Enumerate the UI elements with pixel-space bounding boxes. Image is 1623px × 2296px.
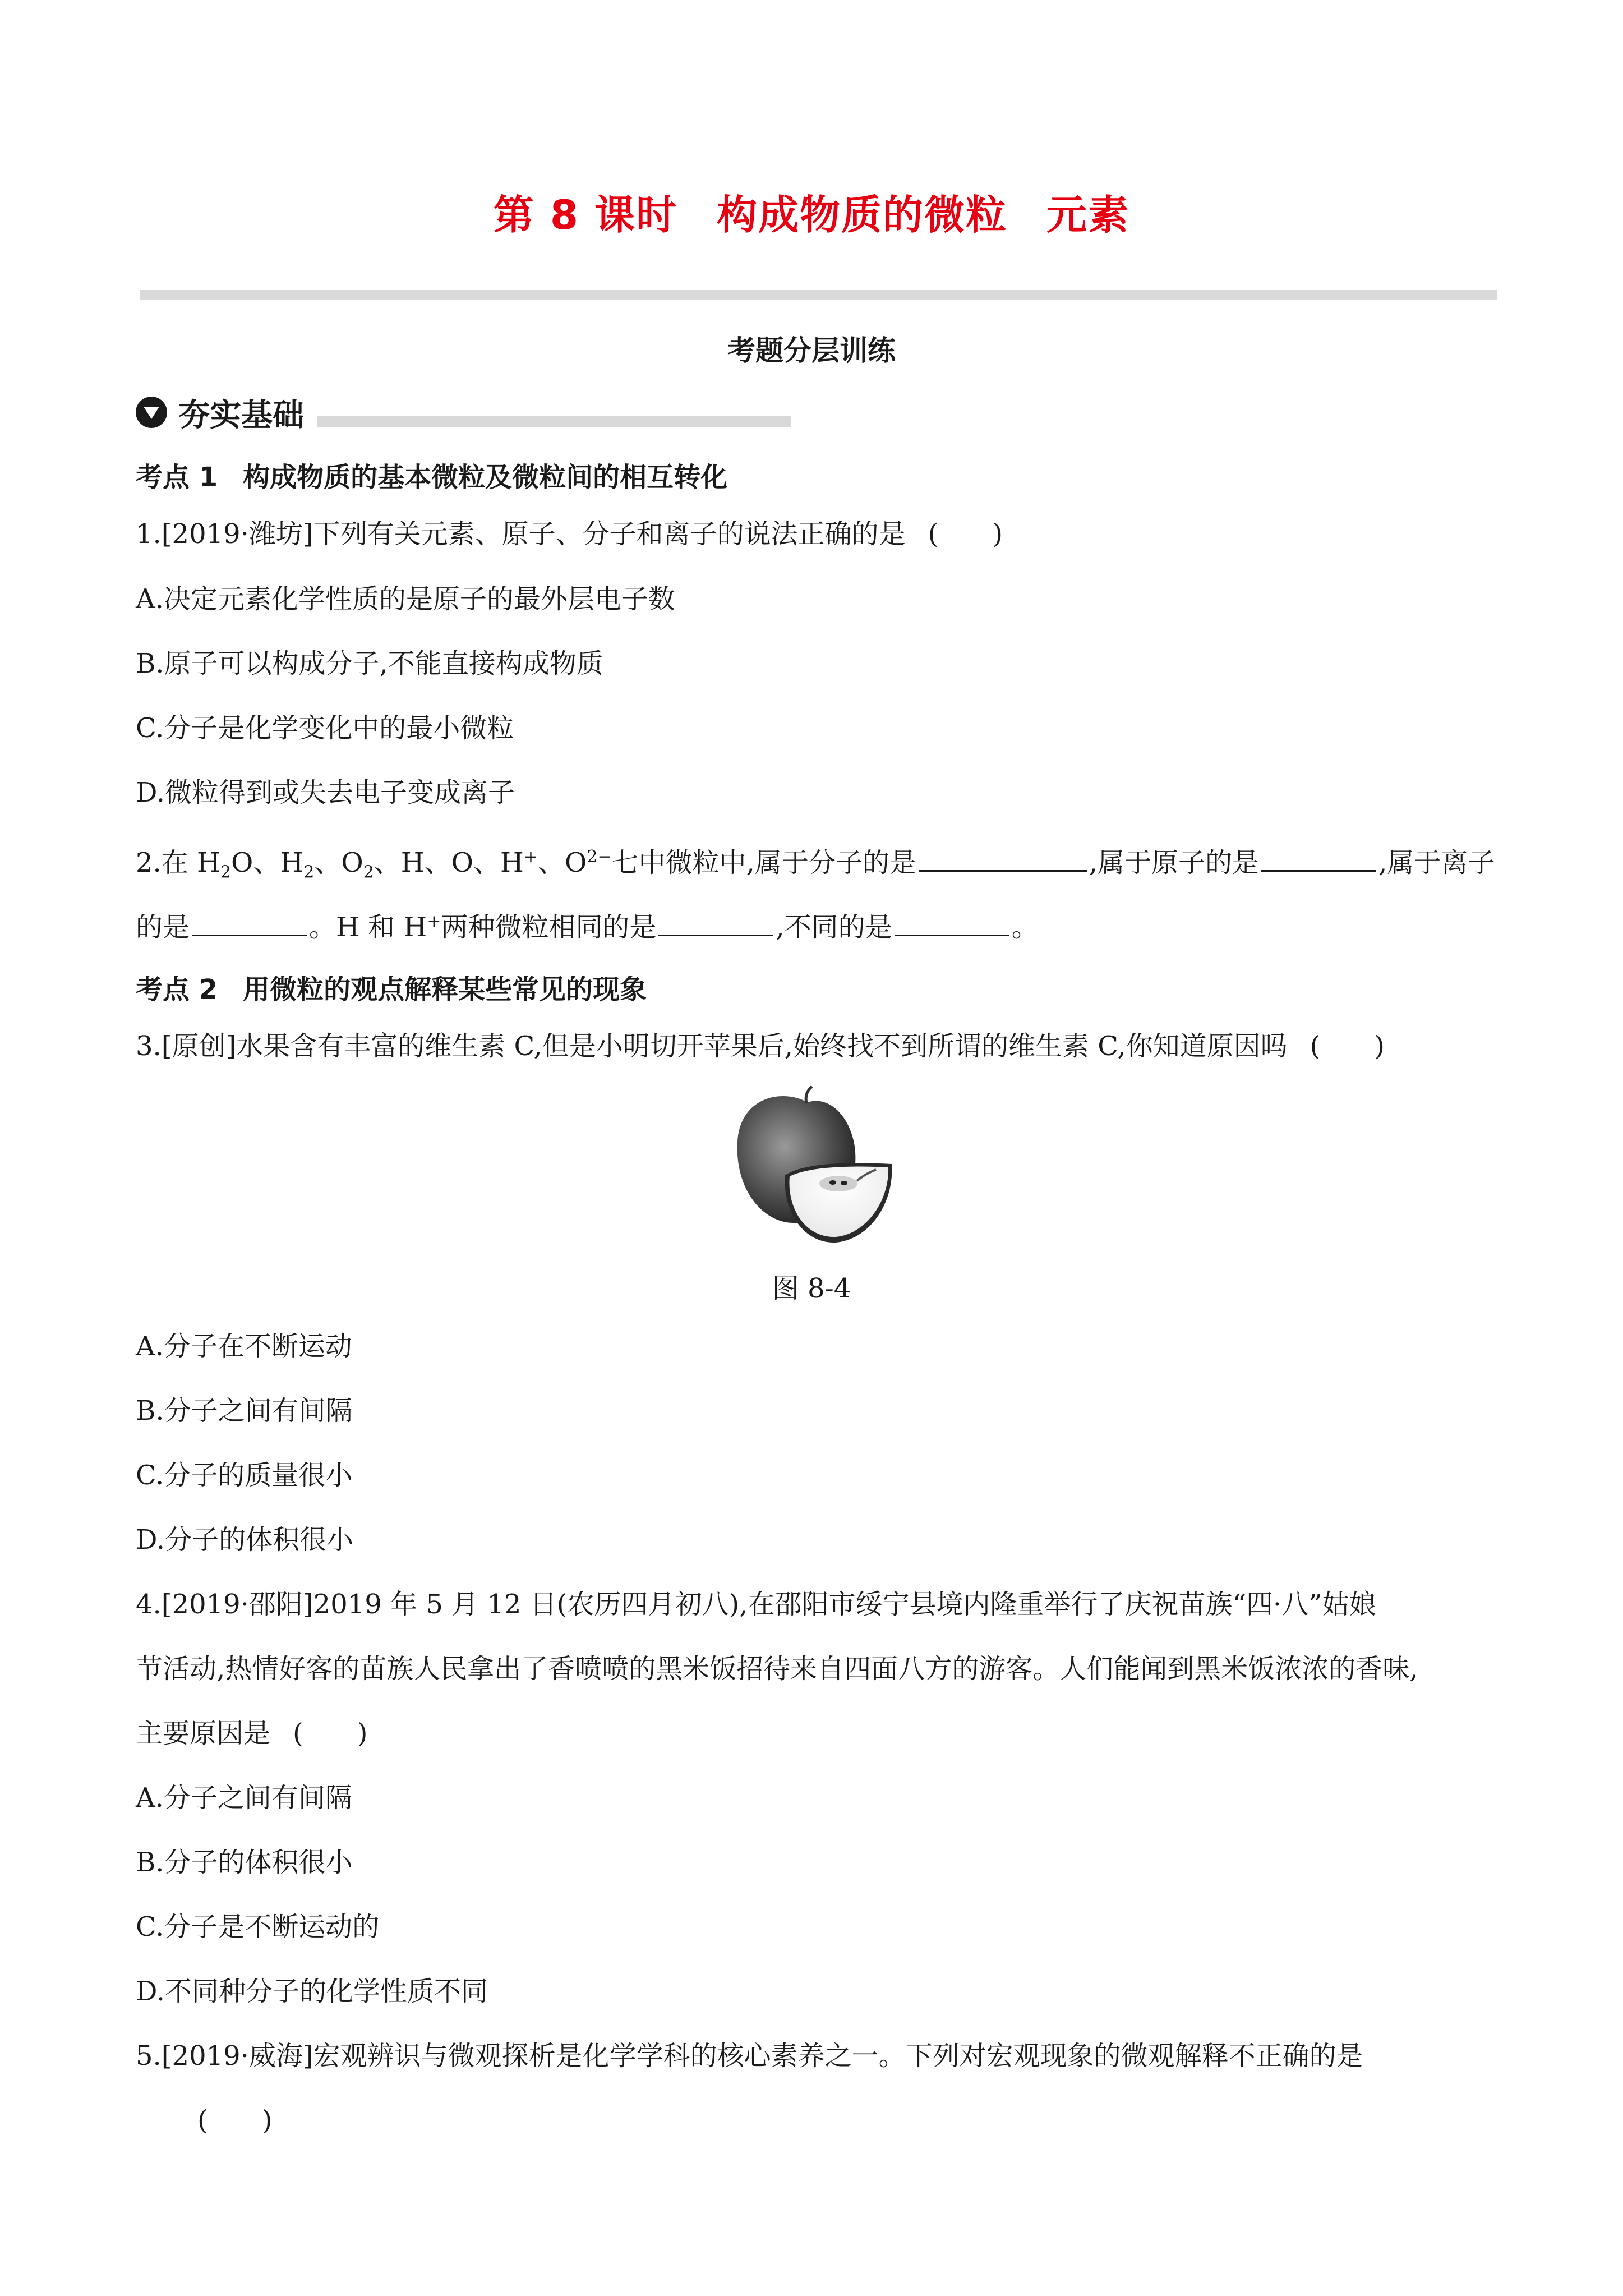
question-5-paren: ( ) (197, 2105, 273, 2136)
apple-illustration-icon (729, 1085, 897, 1245)
heading-kaodian-1: 考点 1 构成物质的基本微粒及微粒间的相互转化 (136, 462, 728, 493)
question-1-option-b: B.原子可以构成分子,不能直接构成物质 (136, 648, 603, 679)
question-4-option-d: D.不同种分子的化学性质不同 (136, 1976, 488, 2007)
question-1-option-c: C.分子是化学变化中的最小微粒 (136, 712, 514, 744)
answer-blank-atoms[interactable] (1261, 845, 1376, 872)
question-4-option-b: B.分子的体积很小 (136, 1847, 353, 1878)
question-3-option-c: C.分子的质量很小 (136, 1460, 353, 1491)
question-4-line-2: 节活动,热情好客的苗族人民拿出了香喷喷的黑米饭招待来自四面八方的游客。人们能闻到黑米饭浓浓的香味, (136, 1653, 1418, 1685)
answer-blank-molecules[interactable] (919, 845, 1087, 872)
figure-caption: 图 8-4 (772, 1273, 851, 1304)
page-title: 第 8 课时 构成物质的微粒 元素 (493, 191, 1130, 238)
question-3-stem: 3.[原创]水果含有丰富的维生素 C,但是小明切开苹果后,始终找不到所谓的维生素 C,你知道原因吗 ( ) (136, 1030, 1385, 1062)
answer-blank-ions[interactable] (192, 910, 307, 936)
question-4-option-c: C.分子是不断运动的 (136, 1911, 380, 1943)
question-4-option-a: A.分子之间有间隔 (136, 1782, 352, 1814)
question-1-option-d: D.微粒得到或失去电子变成离子 (136, 777, 515, 808)
question-3-option-b: B.分子之间有间隔 (136, 1395, 353, 1427)
title-divider (140, 290, 1497, 300)
question-4-line-1: 4.[2019·邵阳]2019 年 5 月 12 日(农历四月初八),在邵阳市绥宁县境内隆重举行了庆祝苗族“四·八”姑娘 (136, 1589, 1376, 1620)
section-title: 夯实基础 (178, 397, 304, 434)
question-1-stem: 1.[2019·潍坊]下列有关元素、原子、分子和离子的说法正确的是 ( ) (136, 518, 1003, 550)
heading-kaodian-2: 考点 2 用微粒的观点解释某些常见的现象 (136, 974, 647, 1005)
question-2-line-1: 2.在 $H_2O$、$H_2$、$O_2$、H、O、H+、$O^{2-}$七中微粒中,属于分子的是 ,属于原子的是 ,属于离子 (136, 840, 1495, 890)
question-3-option-a: A.分子在不断运动 (136, 1331, 352, 1362)
answer-blank-same[interactable] (658, 910, 773, 936)
question-3-option-d: D.分子的体积很小 (136, 1524, 354, 1556)
section-bar (317, 416, 791, 427)
question-5-line-1: 5.[2019·威海]宏观辨识与微观探析是化学学科的核心素养之一。下列对宏观现象的微观解释不正确的是 (136, 2040, 1363, 2072)
question-1-option-a: A.决定元素化学性质的是原子的最外层电子数 (136, 583, 675, 615)
subtitle: 考题分层训练 (727, 334, 896, 367)
triangle-down-icon (136, 397, 167, 428)
answer-blank-different[interactable] (895, 910, 1009, 936)
question-2-line-2: 的是 。H 和 H+两种微粒相同的是 ,不同的是 。 (136, 905, 1039, 944)
question-4-line-3: 主要原因是 ( ) (136, 1718, 368, 1749)
